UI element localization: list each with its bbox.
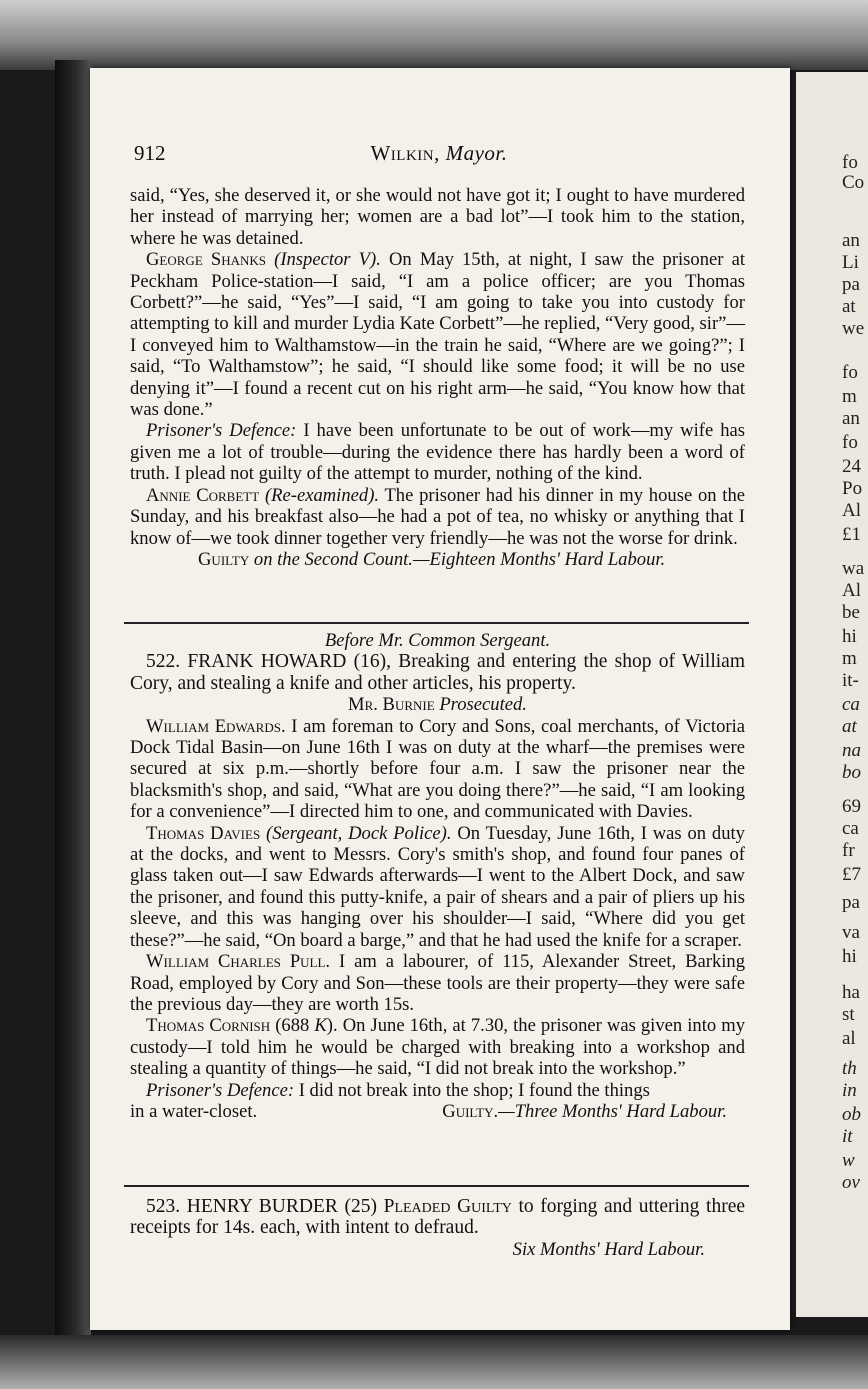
facing-page-fragment: we (842, 318, 865, 339)
case-heading (130, 651, 745, 694)
facing-page-fragment: Po (842, 478, 863, 499)
verdict-guilty: Guilty. (442, 1100, 499, 1122)
court-heading: Before Mr. Common Sergeant. (324, 630, 551, 651)
book-binding (55, 60, 91, 1340)
facing-page-fragment: al (842, 1028, 856, 1049)
testimony-annie (130, 485, 745, 549)
defence-label: Prisoner's Defence: (146, 420, 297, 442)
facing-page-fragment: ca (842, 818, 859, 839)
prosecutor-name: Mr. Burnie (348, 694, 435, 716)
facing-page-fragment: fo (842, 432, 858, 453)
defendant-name: FRANK HOWARD (187, 651, 347, 673)
case-523 (130, 1196, 745, 1260)
facing-page-fragment: at (842, 296, 856, 317)
role-suffix: ). (326, 1015, 338, 1037)
defence-verdict-line (130, 1101, 745, 1122)
defence-text: I have been unfortunate to be out of work—my wife has given me a lot of trouble—during the evidence there has hardly been a word of truth. I plead not guilty of the attempt to murder, nothing of the kind. (130, 420, 745, 485)
sentence: Six Months' Hard Labour. (512, 1238, 705, 1260)
verdict (442, 1101, 745, 1122)
case-522 (130, 630, 745, 1122)
witness-name: Thomas Davies (146, 822, 261, 844)
witness-role: (Sergeant, Dock Police). (266, 822, 452, 844)
facing-page-fragment: Li (842, 252, 859, 273)
testimony-cornish (130, 1015, 745, 1079)
witness-role: (Re-examined). (264, 484, 380, 506)
prosecuted-label: Prosecuted. (439, 694, 527, 716)
verdict (130, 549, 745, 570)
facing-page-fragment: ca (842, 694, 860, 715)
case-number: 522. (146, 651, 181, 673)
running-head-title: Mayor. (445, 141, 508, 165)
testimony-text: On June 16th, at 7.30, the prisoner was given into my custody—I told him he would be charged with breaking into a workshop and stealing a quantity of things—he said, “I did not break into the workshop.” (130, 1015, 745, 1080)
verdict-guilty: Guilty (198, 548, 250, 570)
section-rule (124, 622, 749, 624)
witness-name: Thomas Cornish (146, 1015, 271, 1037)
facing-page-fragment: pa (842, 274, 860, 295)
facing-page-fragment: 69 (842, 796, 861, 817)
running-head-name: Wilkin, (370, 141, 440, 165)
facing-page-fragment: m (842, 386, 857, 407)
prisoner-defence (130, 1080, 745, 1101)
verdict-sentence: on the Second Count.—Eighteen Months' Hard Labour. (253, 548, 666, 570)
running-head (134, 141, 744, 166)
testimony-text: On Tuesday, June 16th, I was on duty at the docks, and went to Messrs. Cory's smith's shop, and found four panes of glass taken out—I saw Edwards afterwards—I went to the Albert Dock, and saw the prisoner, and found this putty-knife, a pair of shears and a pair of pliers up his sleeve, and this was hanging over his shoulder—I said, “Where did you get these?”—he said, “On board a barge,” and that he had used the knife for a scraper. (130, 822, 745, 951)
witness-name: William Charles Pull. (146, 951, 331, 973)
paragraph-continuation: said, “Yes, she deserved it, or she would not have got it; I ought to have murdered her instead of marrying her; women are a bad lot”—I took him to the station, where he was detained. (130, 185, 745, 249)
plea: Pleaded Guilty (383, 1196, 512, 1217)
facing-page-fragment: it- (842, 670, 859, 691)
facing-page-fragment: w (842, 1150, 855, 1171)
page-number: 912 (134, 141, 166, 165)
facing-page-fragment: st (842, 1004, 855, 1025)
facing-page-fragment: pa (842, 892, 860, 913)
facing-page-fragment: m (842, 648, 857, 669)
verdict-sentence: —Three Months' Hard Labour. (498, 1100, 727, 1122)
defence-end: in a water-closet. (130, 1100, 258, 1122)
facing-page-fragment: ob (842, 1104, 861, 1125)
defence-text: I did not break into the shop; I found the things (294, 1079, 650, 1101)
facing-page-fragment: be (842, 602, 860, 623)
testimony-edwards (130, 716, 745, 823)
section-rule (124, 1185, 749, 1187)
charge-text: to forging and uttering three receipts for 14s. each, with intent to defraud. (130, 1196, 745, 1239)
witness-name: George Shanks (146, 249, 266, 271)
scan-bottom-edge (0, 1335, 868, 1389)
facing-page-fragment: va (842, 922, 860, 943)
facing-page-fragment: ov (842, 1172, 860, 1193)
testimony-pull (130, 951, 745, 1015)
book-page (90, 68, 790, 1330)
testimony-text: On May 15th, at night, I saw the prisoner at Peckham Police-station—I said, “I am a police officer; are you Thomas Corbett?”—he said, “Yes”—I said, “I am going to take you into custody for attempting to kill and murder Lydia Kate Corbett”—he replied, “Very good, sir”—I conveyed him to Walthamstow—in the train he said, “Where are we going?”; I said, “To Walthamstow”; he said, “I should like some food; it will be no use denying it”—I found a recent cut on his right arm—he said, “You know how that was done.” (130, 249, 745, 421)
witness-role: (Inspector V). (274, 249, 381, 271)
facing-page-fragment: fr (842, 840, 855, 861)
case-number: 523. (146, 1196, 181, 1217)
facing-page (796, 72, 868, 1317)
prosecution-line (130, 694, 745, 715)
scan-top-edge (0, 0, 868, 70)
facing-page-fragment: at (842, 716, 857, 737)
facing-page-fragment: wa (842, 558, 865, 579)
page-header (134, 141, 744, 167)
testimony-text: I am a labourer, of 115, Alexander Street, Barking Road, employed by Cory and Son—these tools are their property—they were safe the previous day—they are worth 15s. (130, 951, 745, 1015)
facing-page-fragment: na (842, 740, 861, 761)
facing-page-fragment: hi (842, 626, 857, 647)
defence-label: Prisoner's Defence: (146, 1079, 295, 1101)
case-heading (130, 1196, 745, 1239)
testimony-shanks (130, 249, 745, 420)
testimony-davies (130, 823, 745, 951)
witness-name: William Edwards. (146, 715, 286, 737)
witness-name: Annie Corbett (146, 484, 260, 506)
facing-page-fragment: £7 (842, 864, 861, 885)
facing-page-fragment: Co (842, 172, 865, 193)
facing-page-fragment: th (842, 1058, 857, 1079)
role-division: K (314, 1015, 327, 1037)
prisoner-defence (130, 420, 745, 484)
facing-page-fragment: Al (842, 500, 861, 521)
testimony-text: I am foreman to Cory and Sons, coal merchants, of Victoria Dock Tidal Basin—on June 16th I was on duty at the wharf—the premises were secured at six p.m.—shortly before four a.m. I saw the prisoner near the blacksmith's shop, and said, “What are you doing there?”—he said, “I am looking for a convenience”—I directed him to one, and communicated with Davies. (130, 715, 745, 823)
facing-page-fragment: fo (842, 362, 858, 383)
facing-page-fragment: hi (842, 946, 857, 967)
facing-page-fragment: Al (842, 580, 861, 601)
charge-text: (16), Breaking and entering the shop of William Cory, and stealing a knife and other articles, his property. (130, 651, 745, 694)
witness-role (275, 1015, 337, 1036)
facing-page-fragment: an (842, 408, 860, 429)
facing-page-fragment: £1 (842, 524, 861, 545)
facing-page-fragment: an (842, 230, 860, 251)
facing-page-fragment: in (842, 1080, 857, 1101)
role-prefix: (688 (275, 1015, 315, 1037)
defendant-name: HENRY BURDER (186, 1196, 338, 1217)
facing-page-fragment: it (842, 1126, 853, 1147)
facing-page-fragment: fo (842, 152, 858, 173)
facing-page-fragment: 24 (842, 456, 861, 477)
facing-page-fragment: bo (842, 762, 861, 783)
testimony-text: The prisoner had his dinner in my house on the Sunday, and his breakfast also—he had a pot of tea, no whisky or anything that I know of—we took dinner together very friendly—he was not the worse for drink. (130, 484, 746, 549)
defendant-age: (25) (337, 1196, 384, 1217)
facing-page-fragment: ha (842, 982, 860, 1003)
case-521-continued (130, 185, 745, 570)
